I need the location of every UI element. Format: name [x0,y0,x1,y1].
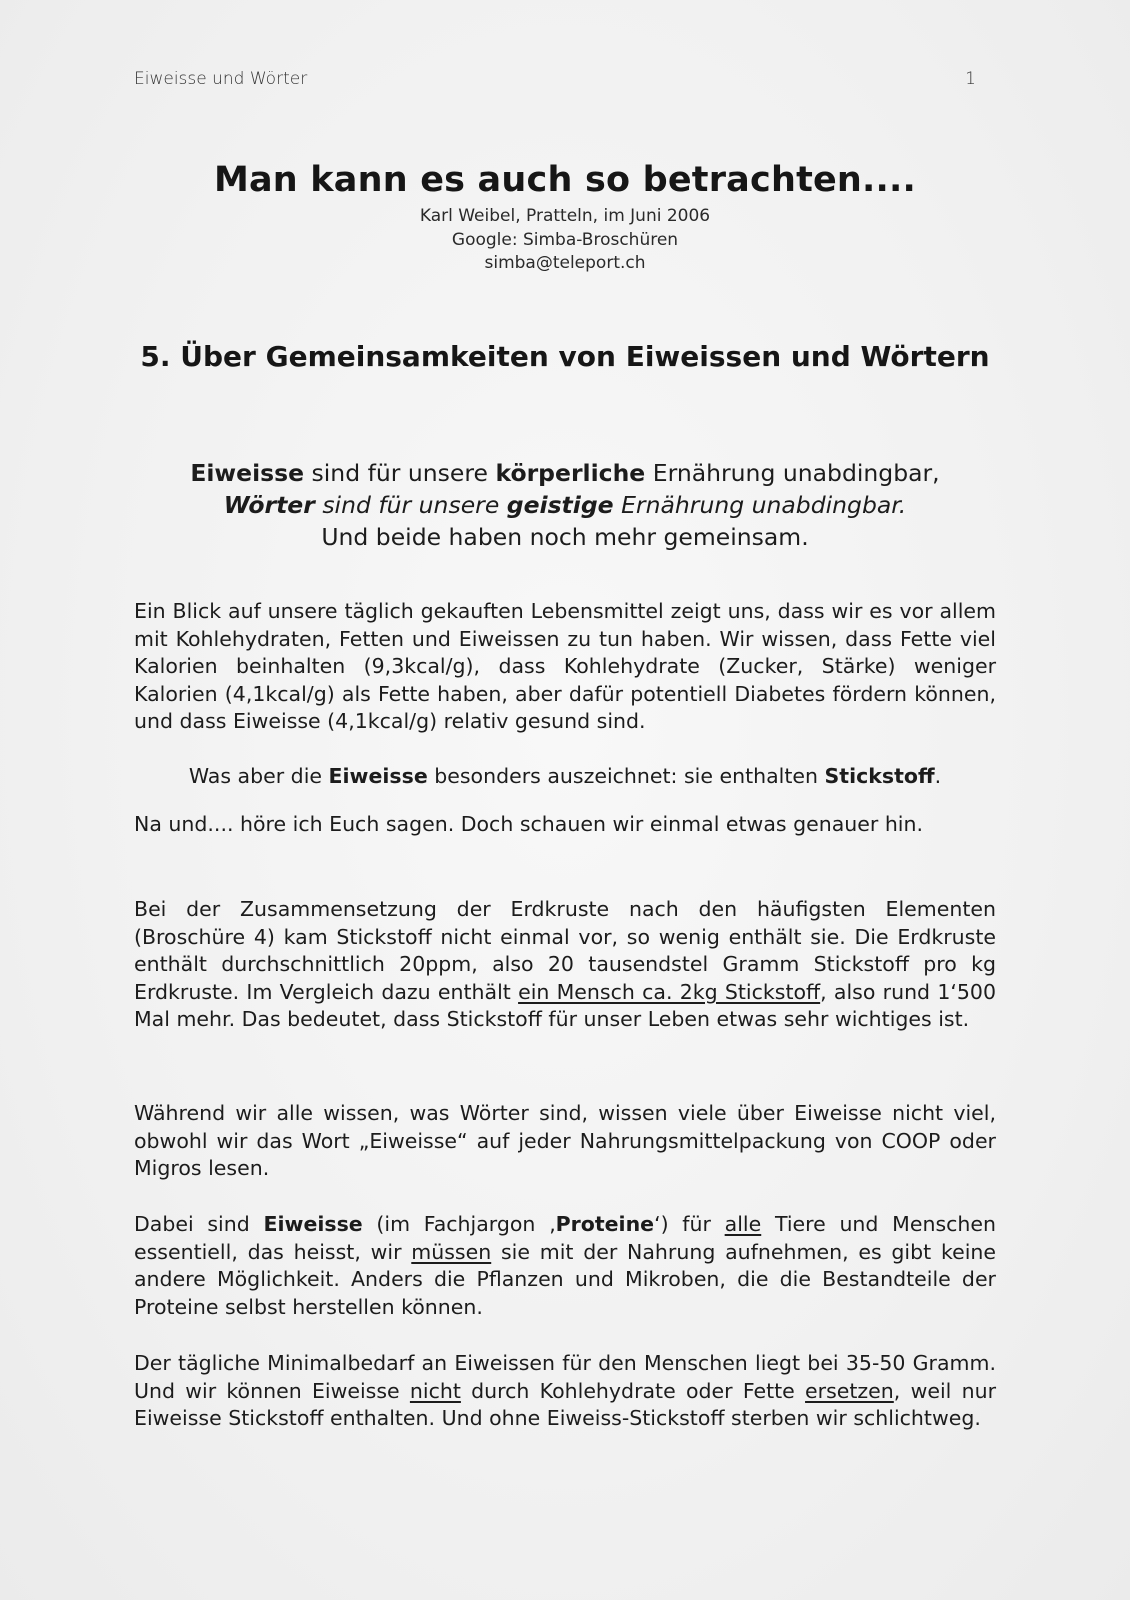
bold-text: Eiweisse [263,1212,363,1236]
bold-text: Wörter [223,491,315,519]
bold-text: Eiweisse [190,459,305,487]
paragraph-words [134,1100,996,1183]
bold-text: Stickstoff [824,764,935,788]
text-run: , weil nur Eiweisse Stickstoff enthalten. Und ohne Eiweiss-Stickstoff sterben wir schlichtweg. [134,1378,997,1431]
text-run: . [934,764,942,788]
underlined-text: alle [724,1212,762,1236]
running-title: Eiweisse und Wörter [134,69,308,89]
text-run: (im Fachjargon ‚ [362,1212,556,1236]
bold-text: körperliche [495,459,646,487]
running-header [134,69,976,89]
paragraph-minimum [134,1350,996,1433]
text-run: sind für unsere [314,491,507,519]
page-number: 1 [965,69,976,89]
paragraph-proteins [134,1211,996,1321]
bold-text: Eiweisse [328,764,428,788]
email-line: simba@teleport.ch [484,253,646,273]
text-run: durch Kohlehydrate oder Fette [460,1378,806,1403]
text-run: Und beide haben noch mehr gemeinsam. [321,523,809,551]
paragraph-nitrogen [134,763,996,791]
text-run: , also rund 1‘500 Mal mehr. Das bedeutet, dass Stickstoff für unser Leben etwas sehr wichtiges ist. [134,979,997,1032]
text-run: Ernährung unabdingbar, [645,459,940,487]
bold-text: geistige [506,491,614,519]
byline [0,205,1130,276]
text-run: ‘) für [654,1212,725,1236]
paragraph-transition [134,811,996,839]
text-run: Tiere und Menschen essentiell, das heisst, wir [134,1212,996,1264]
text-run: Während wir alle wissen, was Wörter sind, wissen viele über Eiweisse nicht viel, obwohl wir das Wort „Eiweisse“ auf jeder Nahrungsmittelpackung von COOP oder Migros lesen. [134,1101,996,1181]
text-run: Ein Blick auf unsere täglich gekauften Lebensmittel zeigt uns, dass wir es vor allem mit Kohlehydraten, Fetten und Eiweissen zu tun haben. Wir wissen, dass Fette viel Kalorien beinhalten (9,3kcal/g), dass Kohlehydrate (Zucker, Stärke) weniger Kalorien (4,1kcal/g) als Fette haben, aber dafür potentiell Diabetes fördern können, und dass Eiweisse (4,1kcal/g) relativ gesund sind. [134,599,996,734]
google-line: Google: Simba-Broschüren [451,229,679,250]
text-run: Na und.... höre ich Euch sagen. Doch schauen wir einmal etwas genauer hin. [134,812,924,836]
bold-text: Proteine [555,1212,655,1236]
text-run: sind für unsere [304,459,496,487]
underlined-text: ersetzen [805,1378,894,1403]
paragraph-nutrients [134,598,996,736]
text-run: Ernährung unabdingbar. [613,491,907,519]
chapter-heading: 5. Über Gemeinsamkeiten von Eiweissen und Wörtern [140,340,990,373]
text-run: sie mit der Nahrung aufnehmen, es gibt keine andere Möglichkeit. Anders die Pflanzen und Mikroben, die die Bestandteile der Proteine selbst herstellen können. [134,1239,996,1319]
author-line: Karl Weibel, Pratteln, im Juni 2006 [419,206,711,226]
text-run: besonders auszeichnet: sie enthalten [427,764,825,788]
motto-line-2 [0,489,1130,521]
text-run: Was aber die [188,764,329,788]
motto-line-1 [0,457,1130,489]
text-run: Dabei sind [134,1212,264,1236]
underlined-text: müssen [411,1239,492,1264]
motto [0,457,1130,553]
underlined-text: nicht [409,1378,461,1403]
text-run: Bei der Zusammensetzung der Erdkruste nach den häufigsten Elementen (Broschüre 4) kam Stickstoff nicht einmal vor, so wenig enthält sie. Die Erdkruste enthält durchschnittlich 20ppm, also 20 tausendstel Gramm Stickstoff pro kg Erdkruste. Im Vergleich dazu enthält [134,897,996,1004]
underlined-text: ein Mensch ca. 2kg Stickstoff [518,979,821,1004]
document-title: Man kann es auch so betrachten.... [213,160,917,200]
paragraph-earth-crust [134,896,996,1034]
text-run: Der tägliche Minimalbedarf an Eiweissen für den Menschen liegt bei 35-50 Gramm. Und wir können Eiweisse [134,1351,996,1403]
motto-line-3 [0,521,1130,553]
